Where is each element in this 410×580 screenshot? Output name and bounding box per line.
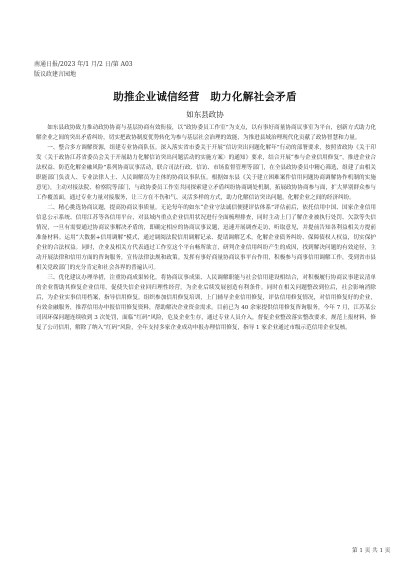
article-title: 助推企业诚信经营 助力化解社会矛盾 bbox=[113, 91, 297, 103]
paragraph-section-3: 三、优化建议办理举措，注重协商成果转化。将协商议事成果、人民调解职能与社会信用建设相结合，对积极履行协商议事建议清单的企业帮助其修复企业信用，促使失信企业回归理性经营，为企业后续发展创造有利条件。同时在相关问题整改到位后，社会影响消除后，为企业实事信用档案，指导信用修复。组织参加信用修复培训，上门辅导企业信用修复，评估信用修复情况，对信用修复好的企业，有效金融服务，推荐信用办申报信用修复资料，帮助解决企业资金需求。目前已为 40 余家提供信用修复咨询服务，今年 7 月，江苏某公司因环保问题连续收到 3 次处罚，面临“红码”风险，危及企业生存，通过专业人员介入，督促企业整改落实整改要求，规范上报材料，修复了公司信用，解除了纳入“红码”风险，全年支持多家企业成功申报办理信用修复，指导 1 家企业通过市级示范信用企业复核。 bbox=[36, 275, 376, 331]
source-line: 南通日报/2023 年/1 月/2 日/第 A03 bbox=[34, 61, 133, 68]
paragraph-intro: 如东县政协致力推动政协协商与基层协商有效衔接，以“政协委员工作室”为支点，以有事好商量协商议事室为平台，创新方式助力化解企业之间的突出矛盾纠纷，切实把政协制度优势转化为参与基层社会治理的效能，为推进县域治理现代化贡献了政协智慧和力量。 bbox=[36, 125, 376, 141]
paragraph-section-2: 二、精心挑选协商议题，提高协商议事质量。无论每年的如东“企业守法诚信便捷评估体系”评估前后，依托信用中国、国家企业信用信息公示系统、信用江苏等各信用平台，对县域内重点企业信用状况进行全面梳理排查，同时主动上门了解企业被执行处罚、欠款等失信情况，一旦有需要通过协商议事解决矛盾的，即确定相应的协商议事议题，迅速开展调查走访，听取意见，并提前告知各利益相关方提前准备材料。运用“大数据+信用调解”模式，通过调阅法院信用调解记录、提请调解艺术，化解企业债务纠纷、保障债权人权益，切实保护企业的合法权益。同时，企业及相关方代表通过工作室这个平台畅所欲言，研判企业信用纠纷产生的成因，找到解决问题的有效途径，主动开展法律和信用方面的咨询服务，宣传法律法规和政策。发挥有事好商量协商议事平台作用，积极参与商事信用调解工作，受到省市县相关党政部门的充分肯定和社会各界的普遍认可。 bbox=[36, 205, 376, 271]
article-author: 如东县政协 bbox=[186, 110, 224, 119]
column-line: 版议政建言园地 bbox=[34, 71, 77, 78]
paragraph-section-1: 一、整合多方调解资源，组建专业协商队伍。深入落实省市委关于开展“信访突出问题化解年”行动的部署要求，按照省政协《关于印发〈关于政协江苏省委员会关于开展助力化解信访突出问题活动的实施方案〉的通知》要求，结合开展“参与企业信用修复”，推进企业合法权益、防范化解金融风险”系列协商议事活动，联合司法行政、信访、市场监督管理等部门，在全县政协委员中精心筛选，组建了由相关职能部门负责人、专业法律人士、人民调解员为主体的协商议事队伍。根据如东县《关于建立困难案件信用问题协商调解协作机制的实施意见》，主动对接法院、检察院等部门，与政协委员工作室共同探索建立矛盾纠纷协商调处机制，拓展政协协商参与面，扩大界别群众参与工作覆盖面，通过专业力量对接服务，让三方在不伤和气、灵活多样的方式，助力化解信访突出问题，化解企业之间的经济纠纷。 bbox=[36, 145, 376, 201]
article-body bbox=[36, 124, 376, 334]
page-number: 第 1 页 共 1 页 bbox=[352, 548, 391, 554]
